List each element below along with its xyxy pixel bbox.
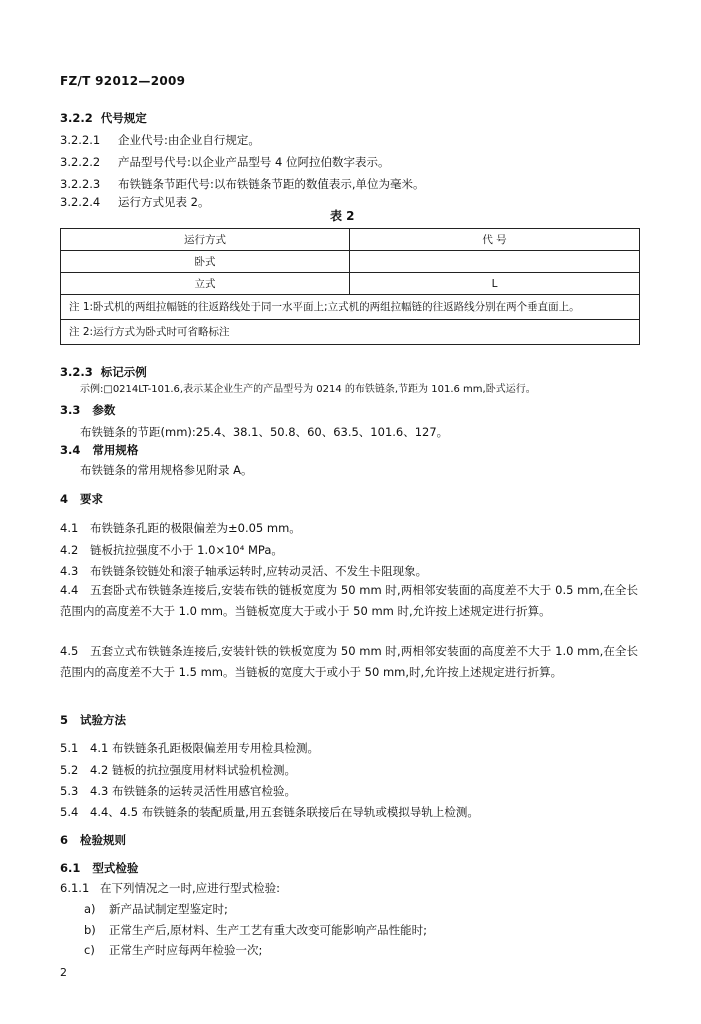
case-text: 正常生产后,原材料、生产工艺有重大改变可能影响产品性能时; <box>109 923 428 937</box>
clause-text: 产品型号代号:以企业产品型号 4 位阿拉伯数字表示。 <box>118 155 390 169</box>
case-c <box>84 942 262 958</box>
test-5-3 <box>60 783 296 799</box>
section-heading-6 <box>60 832 126 848</box>
table-header-cell: 代 号 <box>350 229 640 251</box>
clause-number: 3.2.2.3 <box>60 177 101 191</box>
section-heading-3-2-2 <box>60 110 147 126</box>
section-heading-3-4 <box>60 442 138 458</box>
test-5-2 <box>60 762 296 778</box>
test-5-4 <box>60 804 479 820</box>
clause-number: 3.2.2.4 <box>60 195 101 209</box>
section-title: 参数 <box>92 403 116 417</box>
clause-number: 5.3 <box>60 784 79 798</box>
section-number: 5 <box>60 713 69 727</box>
clause-text: 4.4、4.5 布铁链条的装配质量,用五套链条联接后在导轨或模拟导轨上检测。 <box>90 805 479 819</box>
marking-example: 示例:□0214LT-101.6,表示某企业生产的产品型号为 0214 的布铁链条,节距为 101.6 mm,卧式运行。 <box>80 384 536 395</box>
section-title: 型式检验 <box>92 861 139 875</box>
clause-6-1-1 <box>60 880 280 896</box>
clause-text: 企业代号:由企业自行规定。 <box>118 133 260 147</box>
clause-number: 5.2 <box>60 763 79 777</box>
clause-number: 3.2.2.2 <box>60 155 101 169</box>
table-cell: L <box>350 273 640 295</box>
table-row <box>61 273 640 295</box>
section-heading-4 <box>60 491 103 507</box>
section-heading-5 <box>60 712 126 728</box>
clause-number: 5.1 <box>60 741 79 755</box>
clause-text: 4.3 布铁链条的运转灵活性用感官检验。 <box>90 784 296 798</box>
table-note-2: 注 2:运行方式为卧式时可省略标注 <box>61 320 640 345</box>
table-note-1: 注 1:卧式机的两组拉幅链的往返路线处于同一水平面上;立式机的两组拉幅链的往返路线分别在两个垂直面上。 <box>61 295 640 320</box>
case-label: c) <box>84 943 95 957</box>
table-note-row <box>61 295 640 320</box>
table-header-cell: 运行方式 <box>61 229 350 251</box>
standard-header: FZ/T 92012—2009 <box>60 74 186 88</box>
section-title: 常用规格 <box>92 443 139 457</box>
section-number: 3.4 <box>60 443 81 457</box>
table-cell: 立式 <box>61 273 350 295</box>
section-number: 6.1 <box>60 861 81 875</box>
requirement-4-3 <box>60 563 427 579</box>
section-title: 试验方法 <box>80 713 127 727</box>
clause-3-2-2-3 <box>60 176 425 192</box>
clause-text: 4.1 布铁链条孔距极限偏差用专用检具检测。 <box>90 741 319 755</box>
table-cell <box>350 251 640 273</box>
clause-3-2-2-2 <box>60 154 390 170</box>
clause-3-2-2-4 <box>60 194 209 210</box>
page-number: 2 <box>60 966 67 979</box>
case-label: b) <box>84 923 96 937</box>
table-cell: 卧式 <box>61 251 350 273</box>
clause-number: 3.2.2.1 <box>60 133 101 147</box>
parameters-text: 布铁链条的节距(mm):25.4、38.1、50.8、60、63.5、101.6、127。 <box>80 425 449 439</box>
section-number: 4 <box>60 492 69 506</box>
table-2 <box>60 228 640 345</box>
clause-number: 6.1.1 <box>60 881 90 895</box>
section-number: 3.2.3 <box>60 365 93 379</box>
clause-text: 五套卧式布铁链条连接后,安装布铁的链板宽度为 50 mm 时,两相邻安装面的高度差不大于 0.5 mm,在全长范围内的高度差不大于 1.0 mm。当链板宽度大于或小于 50 mm 时,允许按上述规定进行折算。 <box>60 583 638 618</box>
test-5-1 <box>60 740 319 756</box>
section-number: 6 <box>60 833 69 847</box>
table-header-row <box>61 229 640 251</box>
section-heading-6-1 <box>60 860 138 876</box>
specs-text: 布铁链条的常用规格参见附录 A。 <box>80 463 253 477</box>
clause-text: 链板抗拉强度不小于 1.0×10⁴ MPa。 <box>90 543 283 557</box>
section-number: 3.3 <box>60 403 81 417</box>
clause-number: 4.1 <box>60 521 79 535</box>
section-number: 3.2.2 <box>60 111 93 125</box>
case-text: 正常生产时应每两年检验一次; <box>109 943 263 957</box>
section-heading-3-2-3 <box>60 364 147 380</box>
requirement-4-4 <box>60 580 638 622</box>
section-heading-3-3 <box>60 402 115 418</box>
clause-number: 4.2 <box>60 543 79 557</box>
requirement-4-5 <box>60 641 638 683</box>
clause-text: 布铁链条铰链处和滚子轴承运转时,应转动灵活、不发生卡阻现象。 <box>90 564 428 578</box>
case-b <box>84 922 427 938</box>
clause-3-2-2-1 <box>60 132 260 148</box>
case-label: a) <box>84 902 96 916</box>
clause-text: 4.2 链板的抗拉强度用材料试验机检测。 <box>90 763 296 777</box>
section-title: 检验规则 <box>80 833 127 847</box>
clause-text: 运行方式见表 2。 <box>118 195 210 209</box>
clause-number: 4.4 <box>60 583 79 597</box>
table-note-row <box>61 320 640 345</box>
clause-number: 4.5 <box>60 644 79 658</box>
requirement-4-1 <box>60 520 301 536</box>
clause-text: 布铁链条节距代号:以布铁链条节距的数值表示,单位为毫米。 <box>118 177 425 191</box>
section-title: 标记示例 <box>100 365 147 379</box>
case-text: 新产品试制定型鉴定时; <box>109 902 228 916</box>
case-a <box>84 901 228 917</box>
table-caption: 表 2 <box>330 209 355 223</box>
table-row <box>61 251 640 273</box>
clause-number: 4.3 <box>60 564 79 578</box>
section-title: 要求 <box>80 492 104 506</box>
clause-text: 五套立式布铁链条连接后,安装针铁的铁板宽度为 50 mm 时,两相邻安装面的高度差不大于 1.0 mm,在全长范围内的高度差不大于 1.5 mm。当链板的宽度大于或小于 50 mm,时,允许按上述规定进行折算。 <box>60 644 638 679</box>
clause-text: 布铁链条孔距的极限偏差为±0.05 mm。 <box>90 521 301 535</box>
section-title: 代号规定 <box>100 111 147 125</box>
clause-number: 5.4 <box>60 805 79 819</box>
requirement-4-2 <box>60 542 283 558</box>
clause-text: 在下列情况之一时,应进行型式检验: <box>100 881 281 895</box>
